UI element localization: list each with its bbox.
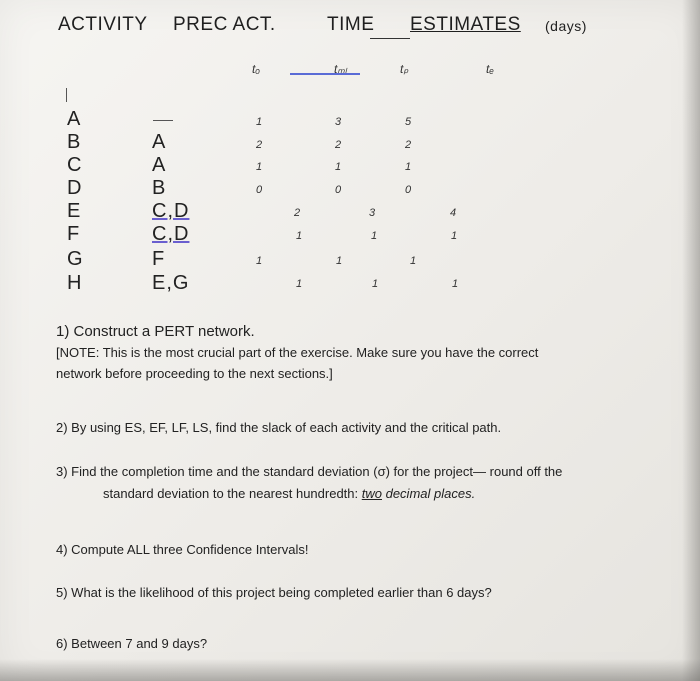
cell-c-tml: 1	[335, 161, 342, 173]
column-tml: tₘₗ	[334, 62, 347, 76]
cell-d-tml: 0	[335, 184, 342, 196]
cell-b-to: 2	[256, 139, 263, 151]
column-to: tₒ	[252, 62, 261, 76]
question-1-line-2: [NOTE: This is the most crucial part of the exercise. Make sure you have the correct	[56, 345, 539, 360]
cell-h-tp: 1	[452, 278, 459, 290]
activity-a: A	[67, 108, 82, 130]
question-3-line-2	[103, 484, 475, 504]
cell-a-tml: 3	[335, 116, 342, 128]
predecessor-f: C,D	[152, 223, 190, 245]
cell-e-tml: 3	[369, 207, 376, 219]
question-1-text: 1) Construct a PERT network.	[56, 323, 255, 340]
cell-c-tp: 1	[405, 161, 412, 173]
activity-g: G	[67, 248, 84, 270]
cell-a-to: 1	[256, 116, 263, 128]
question-4: 4) Compute ALL three Confidence Intervals!	[56, 542, 309, 557]
cell-b-tp: 2	[405, 139, 412, 151]
column-tp: tₚ	[400, 62, 409, 76]
predecessor-b: A	[152, 131, 167, 153]
cell-e-tp: 4	[450, 207, 457, 219]
cell-h-tml: 1	[372, 278, 379, 290]
question-3-emphasis: two	[361, 486, 382, 501]
predecessor-e: C,D	[152, 200, 190, 222]
cell-d-tp: 0	[405, 184, 412, 196]
page-shadow-right	[682, 0, 700, 681]
question-5: 5) What is the likelihood of this project being completed earlier than 6 days?	[56, 585, 492, 600]
cell-b-tml: 2	[335, 139, 342, 151]
predecessor-d: B	[152, 177, 167, 199]
cell-g-to: 1	[256, 255, 263, 267]
activity-h: H	[67, 272, 83, 294]
question-6: 6) Between 7 and 9 days?	[56, 636, 208, 651]
cell-f-tp: 1	[451, 230, 458, 242]
question-3-line-1: 3) Find the completion time and the standard deviation (σ) for the project— round off the	[56, 464, 563, 479]
cell-f-tml: 1	[371, 230, 378, 242]
activity-d: D	[67, 177, 83, 199]
cell-f-to: 1	[296, 230, 303, 242]
predecessor-c: A	[152, 154, 167, 176]
margin-mark	[66, 88, 67, 102]
activity-f: F	[67, 223, 81, 245]
blue-underline	[290, 73, 360, 75]
header-estimates: ESTIMATES	[410, 14, 521, 35]
question-3-text-a: standard deviation to the nearest hundredth:	[103, 486, 362, 501]
header-days: (days)	[545, 18, 587, 34]
cell-g-tp: 1	[410, 255, 417, 267]
cell-d-to: 0	[256, 184, 263, 196]
header-time: TIME	[327, 14, 375, 35]
question-1-line-3: network before proceeding to the next sections.]	[56, 366, 333, 381]
predecessor-none-dash	[153, 120, 173, 121]
header-time-underline	[370, 38, 410, 39]
column-te: tₑ	[486, 62, 494, 76]
cell-h-to: 1	[296, 278, 303, 290]
predecessor-h: E,G	[152, 272, 190, 294]
cell-a-tp: 5	[405, 116, 412, 128]
predecessor-g: F	[152, 248, 166, 270]
header-precact: PREC ACT.	[173, 14, 276, 35]
cell-g-tml: 1	[336, 255, 343, 267]
page-shadow-bottom	[0, 659, 700, 681]
question-1-line-1	[56, 322, 255, 342]
question-3-text-c: decimal places.	[381, 486, 476, 501]
activity-e: E	[67, 200, 82, 222]
cell-e-to: 2	[294, 207, 301, 219]
activity-c: C	[67, 154, 83, 176]
cell-c-to: 1	[256, 161, 263, 173]
header-activity: ACTIVITY	[58, 14, 148, 35]
activity-b: B	[67, 131, 82, 153]
question-2: 2) By using ES, EF, LF, LS, find the slack of each activity and the critical path.	[56, 420, 502, 435]
